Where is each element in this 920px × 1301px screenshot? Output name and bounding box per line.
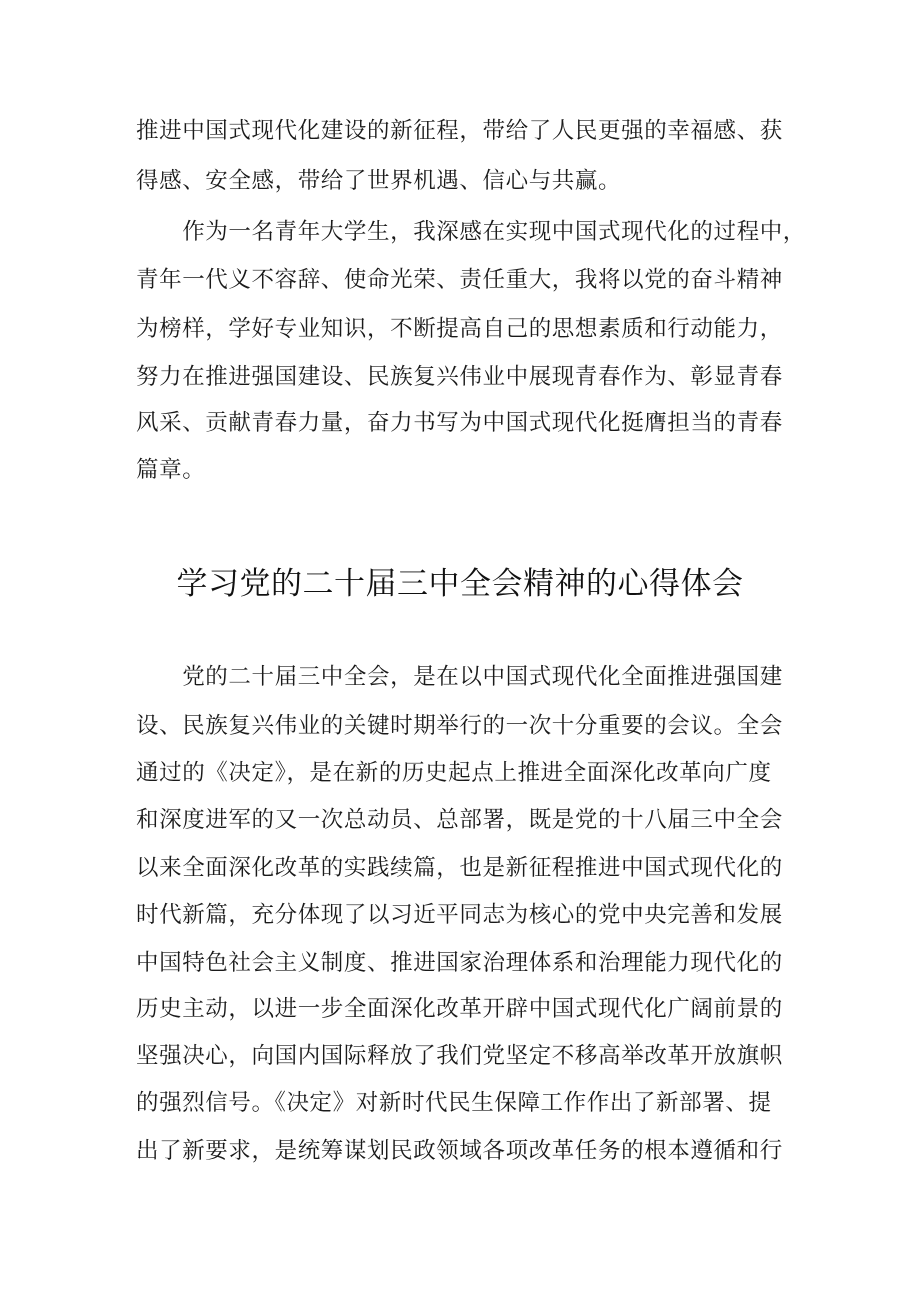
paragraph-line: 时代新篇，充分体现了以习近平同志为核心的党中央完善和发展 (136, 902, 783, 928)
paragraph-line: 推进中国式现代化建设的新征程，带给了人民更强的幸福感、获 (136, 118, 783, 144)
paragraph-line: 中国特色社会主义制度、推进国家治理体系和治理能力现代化的 (136, 950, 783, 976)
paragraph-line: 作为一名青年大学生，我深感在实现中国式现代化的过程中， (136, 219, 806, 245)
paragraph-line: 得感、安全感，带给了世界机遇、信心与共赢。 (136, 168, 622, 194)
paragraph-line: 和深度进军的又一次总动员、总部署，既是党的十八届三中全会 (136, 807, 783, 833)
paragraph-line: 以来全面深化改革的实践续篇，也是新征程推进中国式现代化的 (136, 855, 783, 881)
paragraph-line: 党的二十届三中全会，是在以中国式现代化全面推进强国建 (136, 664, 783, 690)
paragraph-line: 设、民族复兴伟业的关键时期举行的一次十分重要的会议。全会 (136, 713, 783, 739)
paragraph-line: 历史主动，以进一步全面深化改革开辟中国式现代化广阔前景的 (136, 996, 783, 1022)
paragraph-line: 通过的《决定》，是在新的历史起点上推进全面深化改革向广度 (136, 760, 772, 786)
paragraph-line: 篇章。 (136, 457, 206, 483)
paragraph-line: 为榜样，学好专业知识，不断提高自己的思想素质和行动能力， (136, 316, 783, 342)
paragraph-line: 青年一代义不容辞、使命光荣、责任重大，我将以党的奋斗精神 (136, 267, 783, 293)
article-title: 学习党的二十届三中全会精神的心得体会 (176, 566, 744, 602)
paragraph-line: 的强烈信号。《决定》对新时代民生保障工作作出了新部署、提 (136, 1090, 772, 1116)
paragraph-line: 坚强决心，向国内国际释放了我们党坚定不移高举改革开放旗帜 (136, 1043, 783, 1069)
paragraph-line: 出了新要求，是统筹谋划民政领域各项改革任务的根本遵循和行 (136, 1138, 783, 1164)
paragraph-line: 风采、贡献青春力量，奋力书写为中国式现代化挺膺担当的青春 (136, 410, 783, 436)
paragraph-line: 努力在推进强国建设、民族复兴伟业中展现青春作为、彰显青春 (136, 364, 783, 390)
